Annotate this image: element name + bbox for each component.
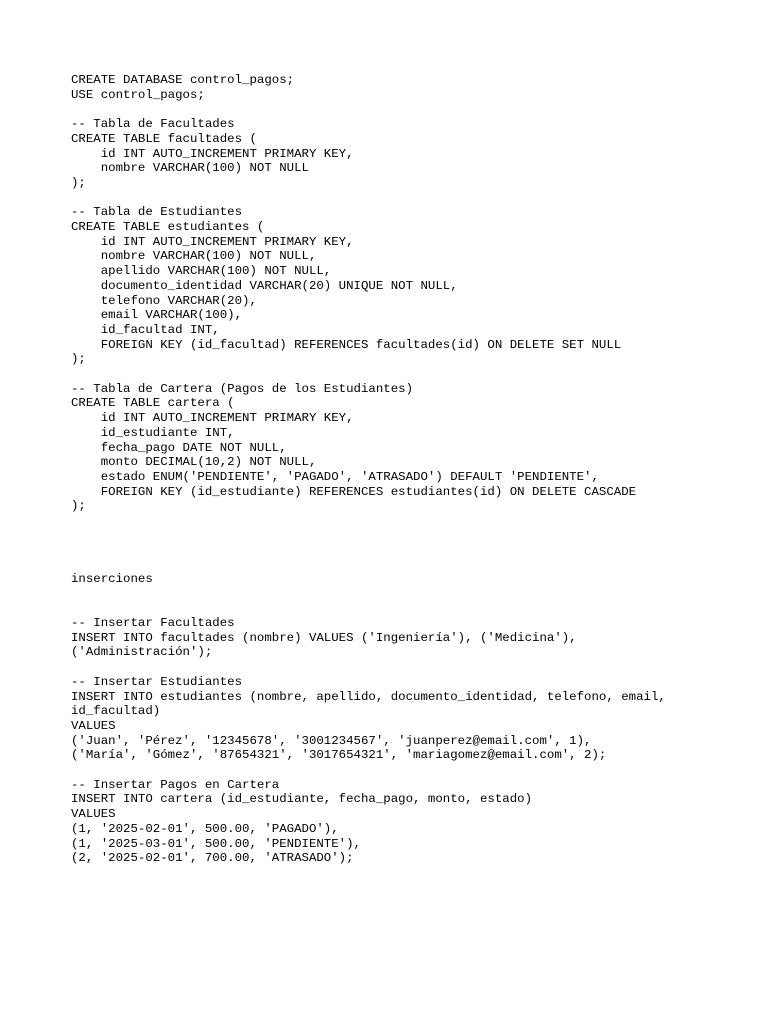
section-label-inserciones: inserciones xyxy=(71,572,153,586)
schema-sql-block: CREATE DATABASE control_pagos; USE control_pagos; -- Tabla de Facultades CREATE TABLE facultades ( id INT AUTO_INCREMENT PRIMARY KEY, nombre VARCHAR(100) NOT NULL ); -- Tabla de Estudiantes CREATE TABLE estudiantes ( id INT AUTO_INCREMENT PRIMARY KEY, nombre VARCHAR(100) NOT NULL, apellido VARCHAR(100) NOT NULL, documento_identidad VARCHAR(20) UNIQUE NOT NULL, telefono VARCHAR(20), email VARCHAR(100), id_facultad INT, FOREIGN KEY (id_facultad) REFERENCES facultades(id) ON DELETE SET NULL ); -- Tabla de Cartera (Pagos de los Estudiantes) CREATE TABLE cartera ( id INT AUTO_INCREMENT PRIMARY KEY, id_estudiante INT, fecha_pago DATE NOT NULL, monto DECIMAL(10,2) NOT NULL, estado ENUM('PENDIENTE', 'PAGADO', 'ATRASADO') DEFAULT 'PENDIENTE', FOREIGN KEY (id_estudiante) REFERENCES estudiantes(id) ON DELETE CASCADE ); xyxy=(71,73,637,514)
insert-sql-block: -- Insertar Facultades INSERT INTO facultades (nombre) VALUES ('Ingeniería'), ('Medicina'), ('Administración'); -- Insertar Estudiantes INSERT INTO estudiantes (nombre, apellido, documento_identidad, telefono, email, id_facultad) VALUES ('Juan', 'Pérez', '12345678', '3001234567', 'juanperez@email.com', 1), ('María', 'Gómez', '87654321', '3017654321', 'mariagomez@email.com', 2); -- Insertar Pagos en Cartera INSERT INTO cartera (id_estudiante, fecha_pago, monto, estado) VALUES (1, '2025-02-01', 500.00, 'PAGADO'), (1, '2025-03-01', 500.00, 'PENDIENTE'), (2, '2025-02-01', 700.00, 'ATRASADO'); xyxy=(71,616,666,866)
